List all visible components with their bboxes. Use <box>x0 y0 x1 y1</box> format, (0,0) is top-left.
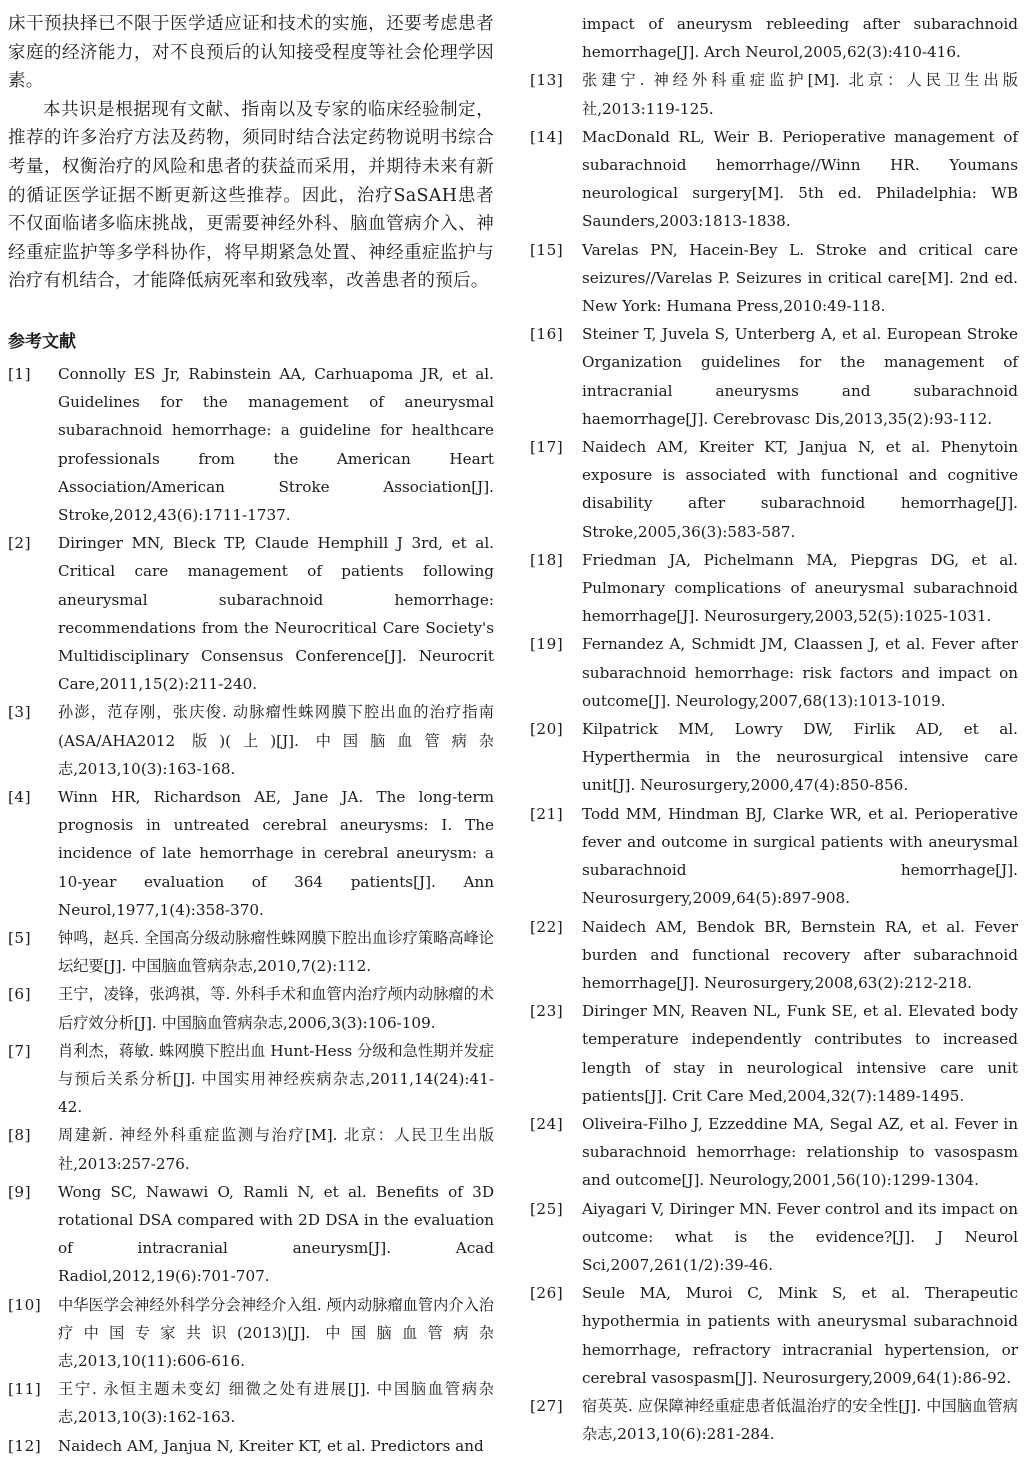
reference-number: [14] <box>530 127 564 146</box>
reference-number: [8] <box>8 1126 32 1145</box>
reference-number: [2] <box>8 534 32 553</box>
reference-text: Wong SC, Nawawi O, Ramli N, et al. Benefits of 3D rotational DSA compared with 2D DSA in the evaluation of intracranial aneurysm[J]. Acad Radiol,2012,19(6):701-707. <box>58 1182 494 1286</box>
reference-text: Diringer MN, Bleck TP, Claude Hemphill J 3rd, et al. Critical care management of patients following aneurysmal subarachnoid hemorrhage: recommendations from the Neurocritical Care Society's Multidisciplinary Consensus Conference[J]. Neurocrit Care,2011,15(2):211-240. <box>58 534 494 694</box>
reference-text: 钟鸣，赵兵. 全国高分级动脉瘤性蛛网膜下腔出血诊疗策略高峰论坛纪要[J]. 中国脑血管病杂志,2010,7(2):112. <box>58 929 494 976</box>
reference-item <box>530 715 1018 800</box>
reference-text: Seule MA, Muroi C, Mink S, et al. Therapeutic hypothermia in patients with aneurysmal subarachnoid hemorrhage, refractory intracranial hypertension, or cerebral vasospasm[J]. Neurosurgery,2009,64(1):86-92. <box>582 1284 1018 1387</box>
body-paragraph: 本共识是根据现有文献、指南以及专家的临床经验制定，推荐的许多治疗方法及药物，须同时结合法定药物说明书综合考量，权衡治疗的风险和患者的获益而采用，并期待未来有新的循证医学证据不断更新这些推荐。因此，治疗SaSAH患者不仅面临诸多临床挑战，更需要神经外科、脑血管病介入、神经重症监护等多学科协作，将早期紧急处置、神经重症监护与治疗有机结合，才能降低病死率和致残率，改善患者的预后。 <box>8 99 494 292</box>
reference-number: [26] <box>530 1284 564 1303</box>
reference-text: Friedman JA, Pichelmann MA, Piepgras DG, et al. Pulmonary complications of aneurysmal subarachnoid hemorrhage[J]. Neurosurgery,2003,52(5):1025-1031. <box>582 550 1018 626</box>
reference-number: [9] <box>8 1182 32 1201</box>
right-column <box>530 10 1018 1448</box>
reference-item <box>8 924 494 980</box>
reference-number: [17] <box>530 438 564 457</box>
reference-number: [11] <box>8 1380 42 1399</box>
reference-item <box>530 1195 1018 1280</box>
reference-number: [7] <box>8 1041 32 1060</box>
reference-number: [19] <box>530 635 564 654</box>
reference-item <box>8 980 494 1036</box>
reference-number: [4] <box>8 787 32 806</box>
reference-number: [15] <box>530 240 564 259</box>
reference-text: 周建新. 神经外科重症监测与治疗[M]. 北京：人民卫生出版社,2013:257-276. <box>58 1126 494 1173</box>
reference-number: [18] <box>530 550 564 569</box>
reference-number: [23] <box>530 1002 564 1021</box>
reference-number: [6] <box>8 985 32 1004</box>
reference-text: Oliveira-Filho J, Ezzeddine MA, Segal AZ, et al. Fever in subarachnoid hemorrhage: relationship to vasospasm and outcome[J]. Neurology,2001,56(10):1299-1304. <box>582 1114 1018 1190</box>
reference-number: [22] <box>530 917 564 936</box>
reference-text: 肖利杰，蒋敏. 蛛网膜下腔出血 Hunt-Hess 分级和急性期并发症与预后关系分析[J]. 中国实用神经疾病杂志,2011,14(24):41-42. <box>58 1041 494 1117</box>
reference-item <box>8 1291 494 1376</box>
reference-text: Naidech AM, Janjua N, Kreiter KT, et al. Predictors and <box>58 1436 484 1455</box>
reference-number: [10] <box>8 1295 42 1314</box>
reference-item <box>530 66 1018 122</box>
reference-continuation <box>530 10 1018 66</box>
reference-text: Diringer MN, Reaven NL, Funk SE, et al. Elevated body temperature independently contributes to increased length of stay in neurological intensive care unit patients[J]. Crit Care Med,2004,32(7):1489-1495. <box>582 1002 1018 1105</box>
reference-item <box>530 1279 1018 1392</box>
reference-text: Varelas PN, Hacein-Bey L. Stroke and critical care seizures//Varelas P. Seizures in critical care[M]. 2nd ed. New York: Humana Press,2010:49-118. <box>582 240 1018 316</box>
reference-text: Kilpatrick MM, Lowry DW, Firlik AD, et al. Hyperthermia in the neurosurgical intensive care unit[J]. Neurosurgery,2000,47(4):850-856. <box>582 720 1018 795</box>
reference-item <box>8 1121 494 1177</box>
reference-number: [3] <box>8 703 32 722</box>
reference-item <box>530 997 1018 1110</box>
reference-item <box>8 1178 494 1291</box>
reference-item <box>8 529 494 698</box>
reference-item <box>530 546 1018 631</box>
reference-text: Fernandez A, Schmidt JM, Claassen J, et al. Fever after subarachnoid hemorrhage: risk factors and impact on outcome[J]. Neurology,2007,68(13):1013-1019. <box>582 635 1018 710</box>
reference-number: [20] <box>530 720 564 739</box>
reference-item <box>8 783 494 924</box>
reference-text: Naidech AM, Kreiter KT, Janjua N, et al. Phenytoin exposure is associated with functional and cognitive disability after subarachnoid hemorrhage[J]. Stroke,2005,36(3):583-587. <box>582 438 1018 541</box>
reference-list-right <box>530 66 1018 1448</box>
reference-text: Connolly ES Jr, Rabinstein AA, Carhuapoma JR, et al. Guidelines for the management of aneurysmal subarachnoid hemorrhage: a guideline for healthcare professionals from the American Heart Association/American Stroke Association[J]. Stroke,2012,43(6):1711-1737. <box>58 364 494 524</box>
reference-text: Todd MM, Hindman BJ, Clarke WR, et al. Perioperative fever and outcome in surgical patients with aneurysmal subarachnoid hemorrhage[J]. Neurosurgery,2009,64(5):897-908. <box>582 804 1018 908</box>
reference-item <box>530 236 1018 321</box>
reference-number-blank <box>530 10 582 66</box>
reference-number: [21] <box>530 804 564 823</box>
reference-item <box>8 1375 494 1431</box>
reference-text: 宿英英. 应保障神经重症患者低温治疗的安全性[J]. 中国脑血管病杂志,2013,10(6):281-284. <box>582 1396 1018 1444</box>
reference-number: [24] <box>530 1114 564 1133</box>
reference-item <box>530 913 1018 998</box>
reference-item <box>8 698 494 783</box>
reference-text: Winn HR, Richardson AE, Jane JA. The long-term prognosis in untreated cerebral aneurysms: I. The incidence of late hemorrhage in cerebral aneurysm: a 10-year evaluation of 364 patients[J]. Ann Neurol,1977,1(4):358-370. <box>58 787 494 919</box>
reference-text: 孙澎，范存刚，张庆俊. 动脉瘤性蛛网膜下腔出血的治疗指南(ASA/AHA2012 版)(上)[J]. 中国脑血管病杂志,2013,10(3):163-168. <box>58 703 494 778</box>
reference-item <box>530 433 1018 546</box>
reference-item <box>530 1392 1018 1448</box>
reference-text: impact of aneurysm rebleeding after subarachnoid hemorrhage[J]. Arch Neurol,2005,62(3):410-416. <box>582 15 1018 62</box>
reference-number: [12] <box>8 1436 42 1455</box>
reference-list-left <box>8 360 494 1460</box>
reference-item <box>530 630 1018 715</box>
reference-text: MacDonald RL, Weir B. Perioperative management of subarachnoid hemorrhage//Winn HR. Youmans neurological surgery[M]. 5th ed. Philadelphia: WB Saunders,2003:1813-1838. <box>582 127 1018 231</box>
reference-item <box>530 123 1018 236</box>
reference-text: 张建宁. 神经外科重症监护[M]. 北京：人民卫生出版社,2013:119-125. <box>582 71 1018 118</box>
reference-number: [5] <box>8 929 32 947</box>
reference-item <box>8 1432 494 1460</box>
body-paragraph: 床干预抉择已不限于医学适应证和技术的实施，还要考虑患者家庭的经济能力，对不良预后的认知接受程度等社会伦理学因素。 <box>8 14 494 92</box>
references-heading: 参考文献 <box>8 331 76 352</box>
reference-item <box>530 320 1018 433</box>
reference-item <box>530 800 1018 913</box>
left-column <box>8 10 494 1460</box>
reference-number: [13] <box>530 71 564 90</box>
reference-text: Aiyagari V, Diringer MN. Fever control and its impact on outcome: what is the evidence?[J]. J Neurol Sci,2007,261(1/2):39-46. <box>582 1199 1018 1274</box>
reference-number: [16] <box>530 325 564 344</box>
reference-text: 中华医学会神经外科学分会神经介入组. 颅内动脉瘤血管内介入治疗中国专家共识(2013)[J]. 中国脑血管病杂志,2013,10(11):606-616. <box>58 1295 494 1371</box>
reference-text: Steiner T, Juvela S, Unterberg A, et al. European Stroke Organization guidelines for the management of intracranial aneurysms and subarachnoid haemorrhage[J]. Cerebrovasc Dis,2013,35(2):93-112. <box>582 325 1018 428</box>
reference-item <box>8 360 494 529</box>
reference-number: [27] <box>530 1396 564 1415</box>
reference-number: [25] <box>530 1199 564 1218</box>
reference-text: Naidech AM, Bendok BR, Bernstein RA, et al. Fever burden and functional recovery after subarachnoid hemorrhage[J]. Neurosurgery,2008,63(2):212-218. <box>582 917 1018 992</box>
reference-text: 王宁，凌锋，张鸿祺，等. 外科手术和血管内治疗颅内动脉瘤的术后疗效分析[J]. 中国脑血管病杂志,2006,3(3):106-109. <box>58 985 494 1032</box>
reference-item <box>8 1037 494 1122</box>
reference-text: 王宁. 永恒主题未变幻 细微之处有进展[J]. 中国脑血管病杂志,2013,10(3):162-163. <box>58 1380 494 1427</box>
reference-item <box>530 1110 1018 1195</box>
reference-number: [1] <box>8 364 32 383</box>
